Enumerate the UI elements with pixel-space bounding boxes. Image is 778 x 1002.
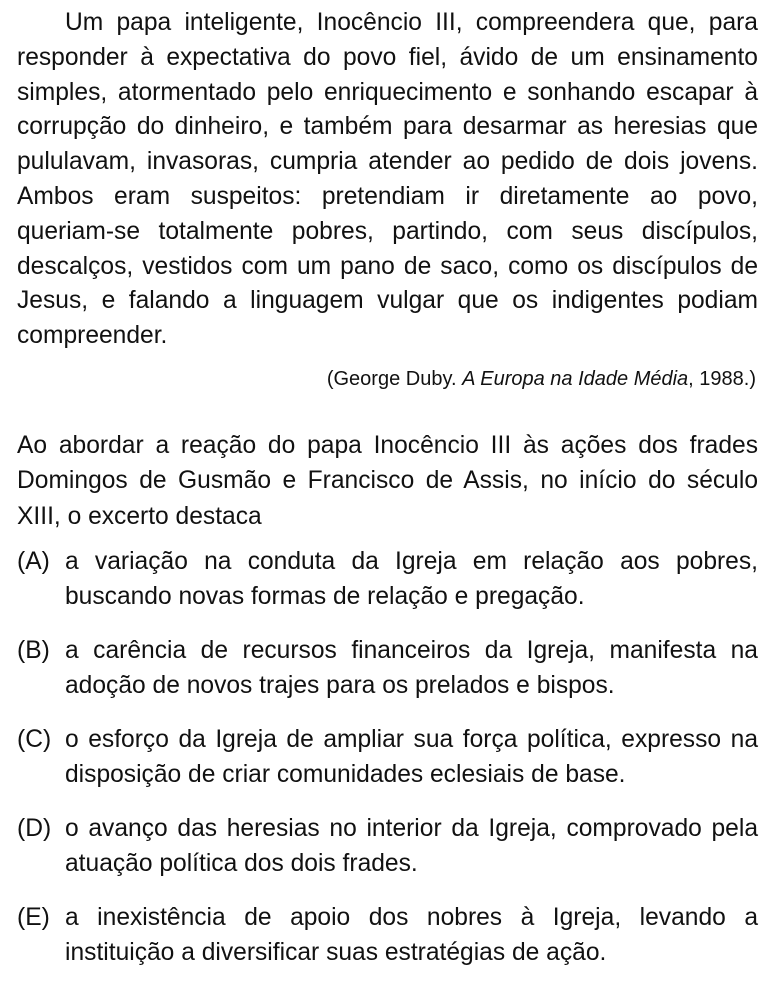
option-e-letter: (E): [17, 904, 50, 932]
question-stem: Ao abordar a reação do papa Inocêncio III às ações dos frades Domingos de Gusmão e Francisco de Assis, no início do século XIII, o excerto destaca: [17, 431, 758, 530]
option-b-letter: (B): [17, 637, 50, 665]
option-c-letter: (C): [17, 726, 52, 754]
option-b[interactable]: [17, 634, 758, 703]
answer-options: [17, 545, 758, 970]
option-c[interactable]: [17, 723, 758, 792]
option-a[interactable]: [17, 545, 758, 614]
excerpt-paragraph: Um papa inteligente, Inocêncio III, compreendera que, para responder à expectativa do povo fiel, ávido de um ensinamento simples, atormentado pelo enriquecimento e sonhando escapar à corrupção do dinheiro, e também para desarmar as heresias que pululavam, invasoras, cumpria atender ao pedido de dois jovens. Ambos eram suspeitos: pretendiam ir diretamente ao povo, queriam-se totalmente pobres, partindo, com seus discípulos, descalços, vestidos com um pano de saco, como os discípulos de Jesus, e falando a linguagem vulgar que os indigentes podiam compreender.: [17, 9, 758, 350]
option-d-letter: (D): [17, 815, 52, 843]
option-c-text: o esforço da Igreja de ampliar sua força política, expresso na disposição de criar comunidades eclesiais de base.: [65, 726, 758, 788]
option-b-text: a carência de recursos financeiros da Igreja, manifesta na adoção de novos trajes para os prelados e bispos.: [65, 637, 758, 699]
option-d-text: o avanço das heresias no interior da Igreja, comprovado pela atuação política dos dois frades.: [65, 815, 758, 877]
citation-title: A Europa na Idade Média: [462, 367, 689, 390]
option-a-letter: (A): [17, 548, 50, 576]
citation-close: , 1988.): [688, 367, 756, 390]
citation-open: (George Duby.: [326, 367, 463, 390]
option-e[interactable]: [17, 901, 758, 970]
option-d[interactable]: [17, 812, 758, 881]
citation: [17, 366, 758, 392]
option-a-text: a variação na conduta da Igreja em relação aos pobres, buscando novas formas de relação e pregação.: [65, 548, 758, 610]
option-e-text: a inexistência de apoio dos nobres à Igreja, levando a instituição a diversificar suas estratégias de ação.: [65, 904, 758, 966]
